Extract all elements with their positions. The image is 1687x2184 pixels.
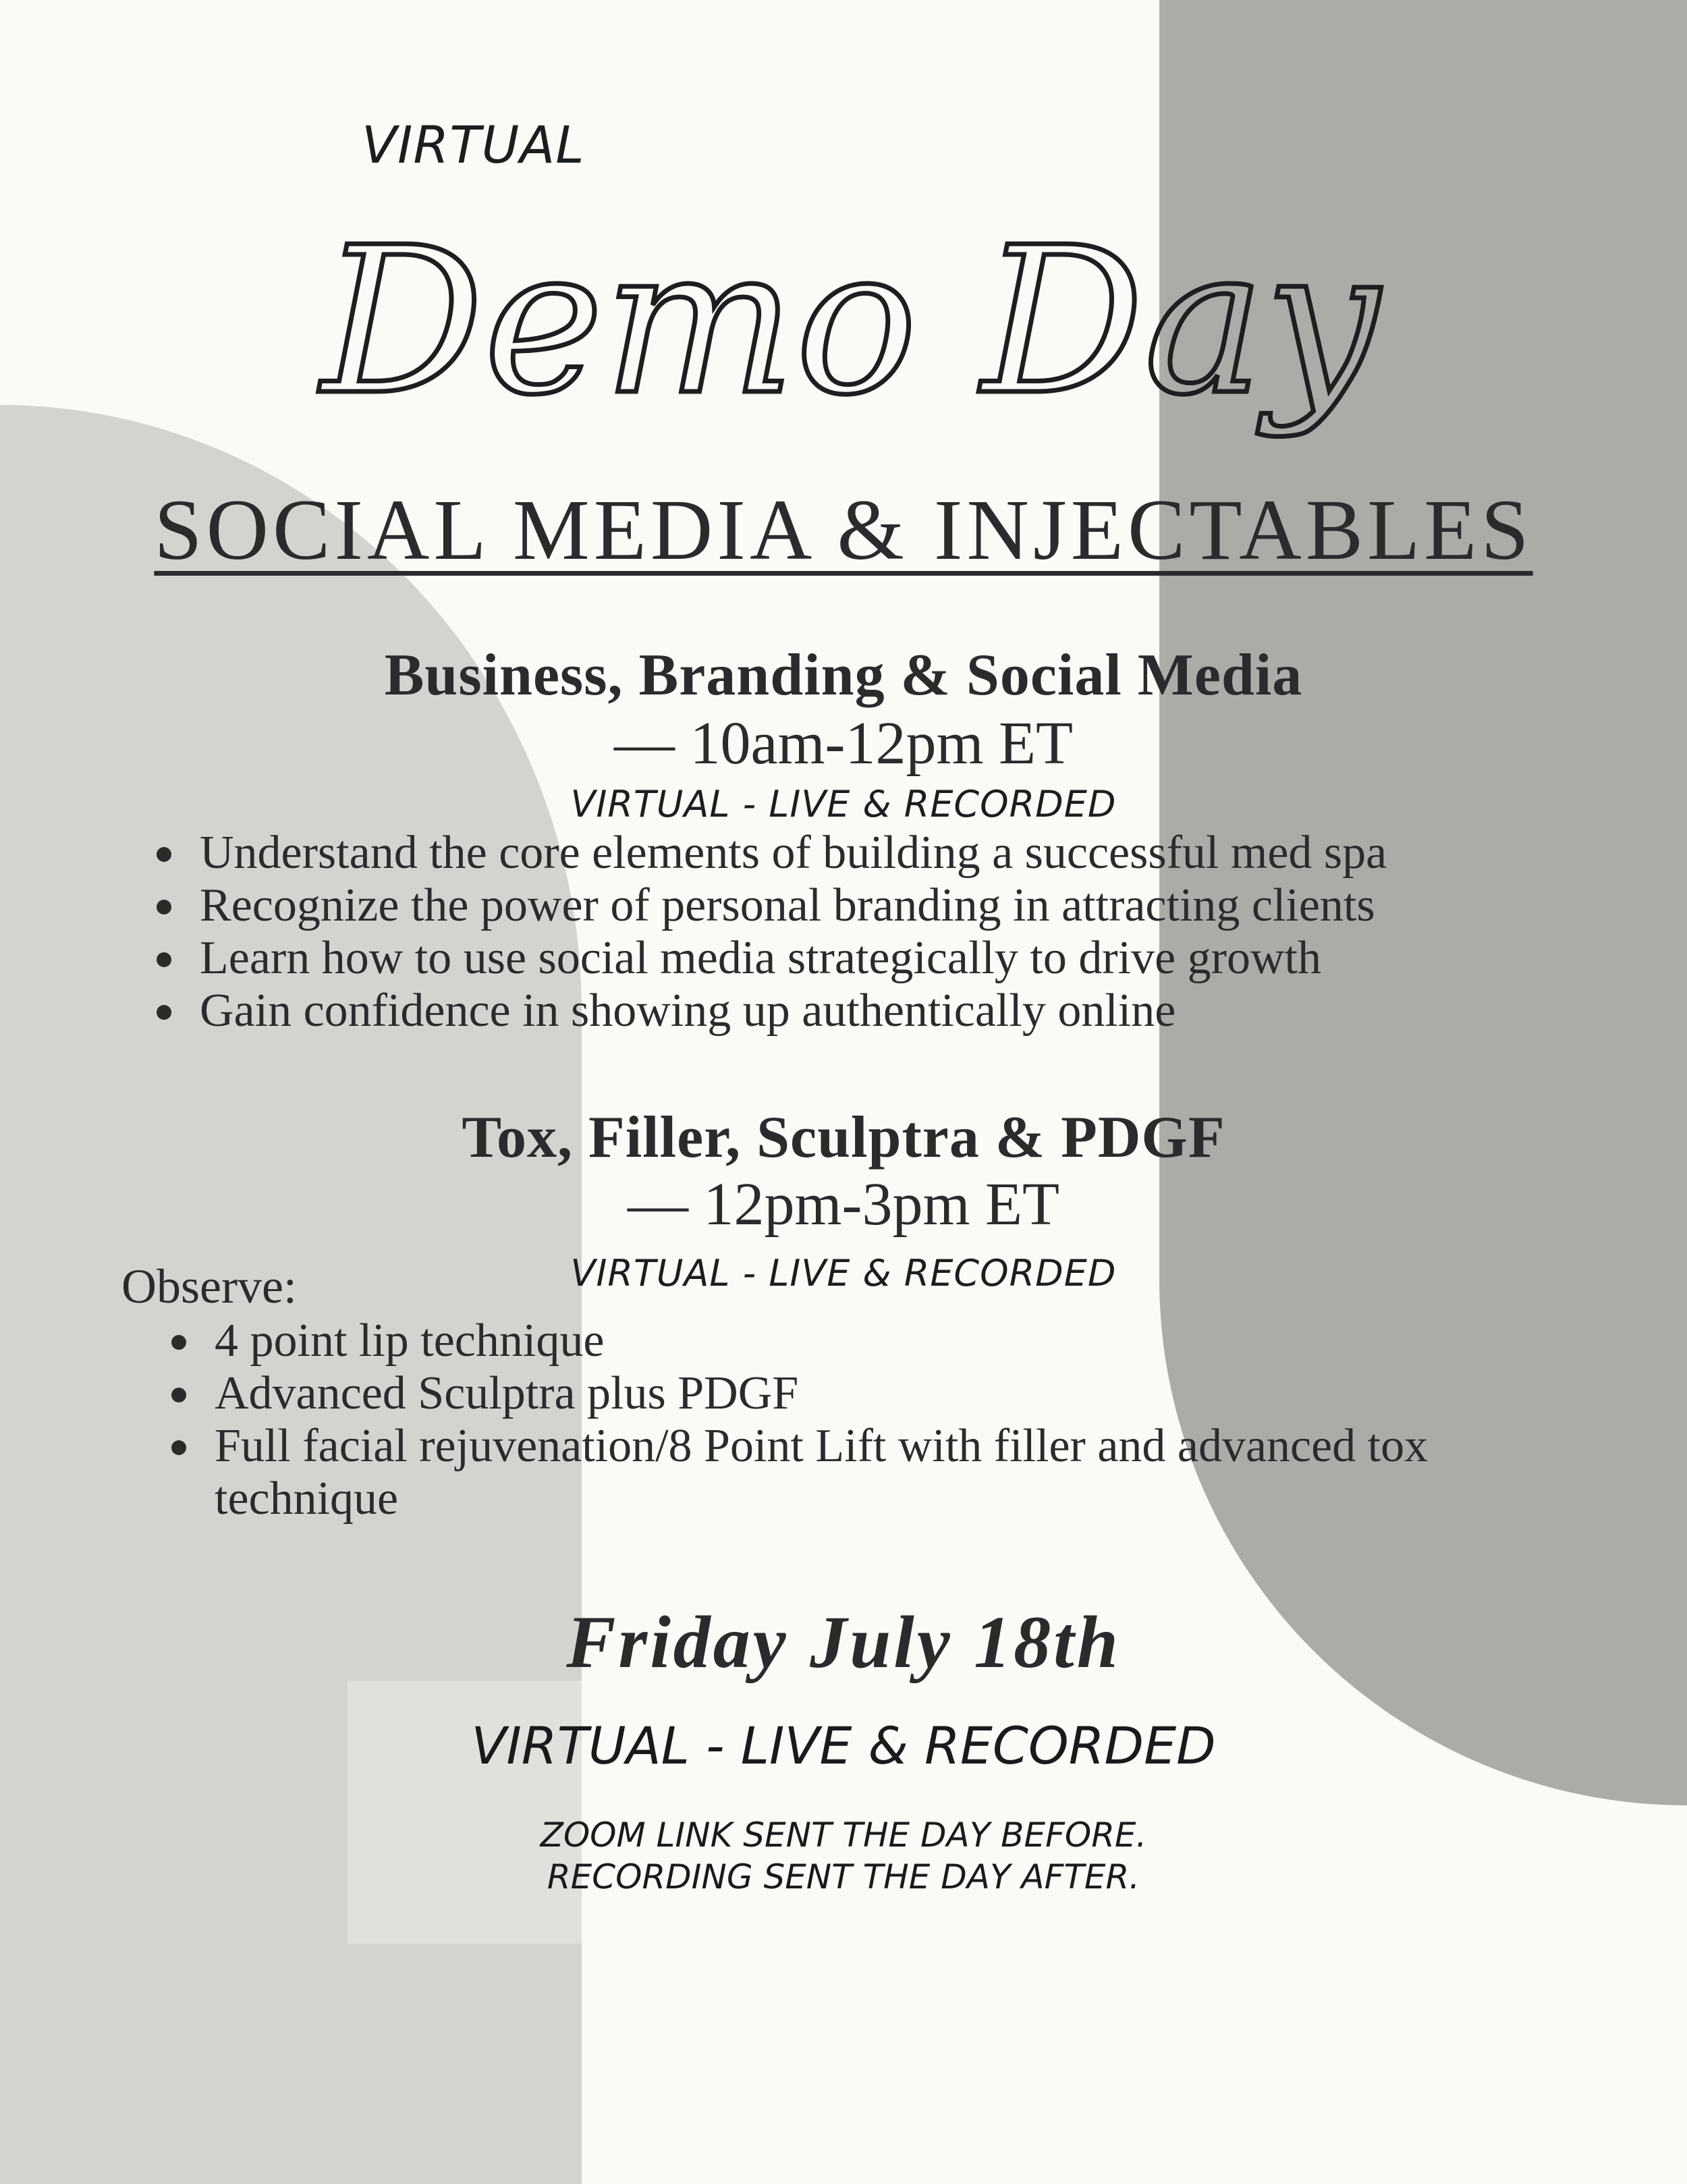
session-1-format: VIRTUAL - LIVE & RECORDED [570, 783, 1117, 825]
list-item: Learn how to use social media strategically to drive growth [151, 932, 1676, 985]
event-format: VIRTUAL - LIVE & RECORDED [471, 1716, 1216, 1776]
session-2-time: — 12pm-3pm ET [628, 1171, 1059, 1238]
session-1-bullets [151, 827, 1676, 1037]
list-item: Recognize the power of personal branding in attracting clients [151, 879, 1676, 932]
list-item: Understand the core elements of building a successful med spa [151, 827, 1676, 879]
script-title [321, 155, 1379, 472]
script-title-text: Demo Day [321, 204, 1379, 439]
main-title-text: SOCIAL MEDIA & INJECTABLES [154, 482, 1533, 578]
session-2-bullets [166, 1315, 1448, 1525]
session-2-format: VIRTUAL - LIVE & RECORDED [570, 1252, 1117, 1294]
event-date: Friday July 18th [566, 1601, 1121, 1683]
session-1-title: Business, Branding & Social Media [384, 643, 1303, 708]
session-2-intro: Observe: [121, 1259, 297, 1313]
session-2-title: Tox, Filler, Sculptra & PDGF [462, 1105, 1225, 1170]
list-item: 4 point lip technique [166, 1315, 1448, 1367]
list-item: Advanced Sculptra plus PDGF [166, 1367, 1448, 1420]
recording-note: RECORDING SENT THE DAY AFTER. [547, 1857, 1140, 1896]
main-title [0, 481, 1687, 580]
zoom-link-note: ZOOM LINK SENT THE DAY BEFORE. [540, 1816, 1147, 1855]
eyebrow-label: VIRTUAL [362, 115, 585, 175]
list-item: Full facial rejuvenation/8 Point Lift with filler and advanced tox technique [166, 1420, 1448, 1525]
session-1-time: — 10am-12pm ET [614, 710, 1073, 777]
list-item: Gain confidence in showing up authentically online [151, 985, 1676, 1037]
